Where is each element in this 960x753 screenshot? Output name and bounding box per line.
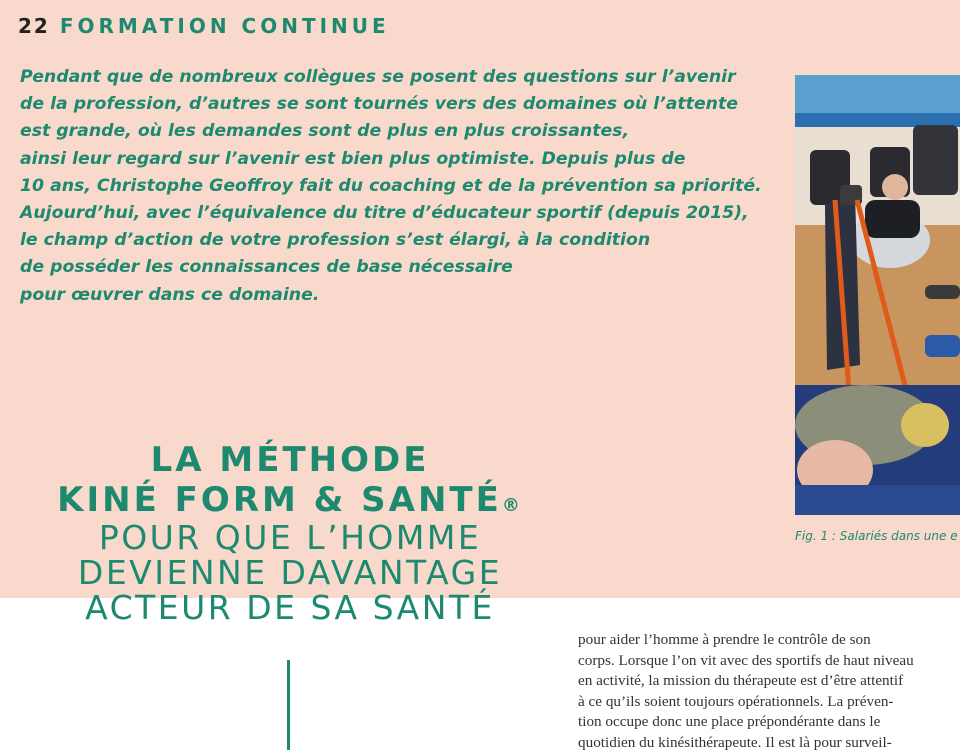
article-title bbox=[20, 440, 560, 625]
intro-line: pour œuvrer dans ce domaine. bbox=[20, 282, 760, 309]
page-number: 22 bbox=[18, 14, 50, 38]
intro-line: Aujourd’hui, avec l’équivalence du titre d’éducateur sportif (depuis 2015), bbox=[20, 200, 760, 227]
title-line-2 bbox=[20, 480, 560, 520]
title-line-2-text: KINÉ FORM & SANTÉ bbox=[57, 480, 502, 520]
intro-line: Pendant que de nombreux collègues se posent des questions sur l’avenir bbox=[20, 64, 760, 91]
intro-line: est grande, où les demandes sont de plus en plus croissantes, bbox=[20, 118, 760, 145]
section-title: FORMATION CONTINUE bbox=[60, 14, 390, 38]
intro-line: de la profession, d’autres se sont tournés vers des domaines où l’attente bbox=[20, 91, 760, 118]
photo-illustration bbox=[795, 75, 960, 515]
body-line: tion occupe donc une place prépondérante dans le bbox=[578, 712, 958, 733]
decorative-divider bbox=[287, 660, 290, 750]
body-line: pour aider l’homme à prendre le contrôle de son bbox=[578, 630, 958, 651]
body-column bbox=[578, 630, 958, 753]
page-header bbox=[18, 14, 390, 38]
title-line-3: POUR QUE L’HOMME bbox=[20, 520, 560, 555]
body-line: corps. Lorsque l’on vit avec des sportifs de haut niveau bbox=[578, 651, 958, 672]
registered-mark: ® bbox=[502, 495, 523, 516]
intro-paragraph bbox=[20, 64, 760, 309]
intro-line: de posséder les connaissances de base nécessaire bbox=[20, 254, 760, 281]
figure-caption: Fig. 1 : Salariés dans une e bbox=[795, 529, 958, 543]
body-line: quotidien du kinésithérapeute. Il est là pour surveil- bbox=[578, 733, 958, 753]
title-line-4: DEVIENNE DAVANTAGE bbox=[20, 555, 560, 590]
title-line-1: LA MÉTHODE bbox=[20, 440, 560, 480]
body-line: à ce qu’ils soient toujours opérationnels. La préven- bbox=[578, 692, 958, 713]
intro-line: ainsi leur regard sur l’avenir est bien plus optimiste. Depuis plus de bbox=[20, 146, 760, 173]
intro-line: 10 ans, Christophe Geoffroy fait du coaching et de la prévention sa priorité. bbox=[20, 173, 760, 200]
title-line-5: ACTEUR DE SA SANTÉ bbox=[20, 590, 560, 625]
intro-line: le champ d’action de votre profession s’est élargi, à la condition bbox=[20, 227, 760, 254]
body-line: en activité, la mission du thérapeute est d’être attentif bbox=[578, 671, 958, 692]
figure-photo bbox=[795, 75, 960, 515]
